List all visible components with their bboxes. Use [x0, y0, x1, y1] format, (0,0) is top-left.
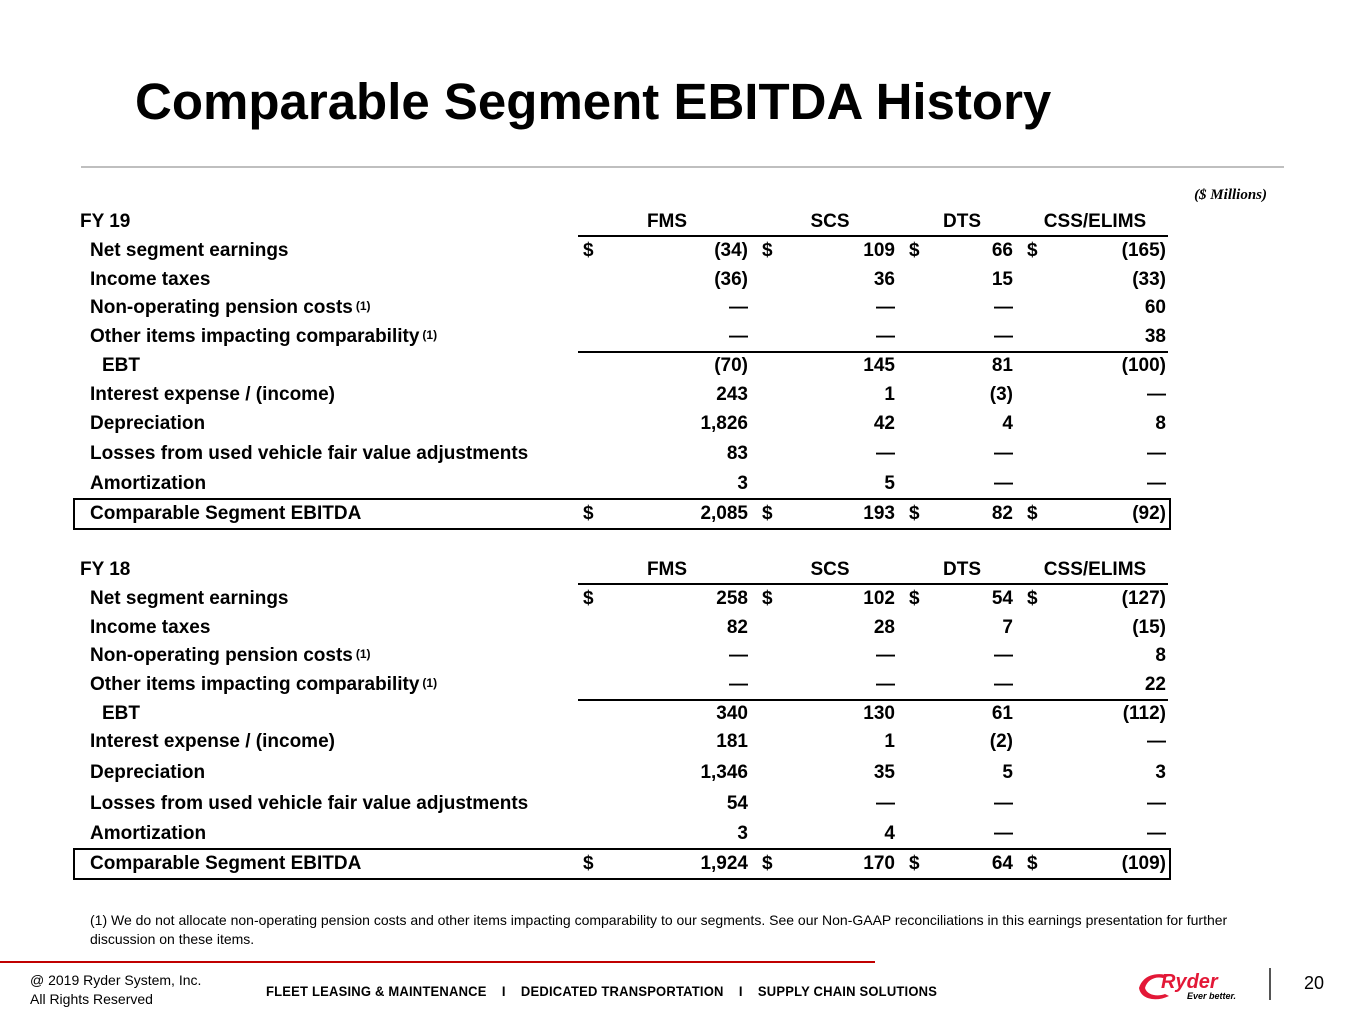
table-row: [0, 473, 1365, 499]
cell-scs: —: [876, 443, 895, 464]
cell-scs: 145: [863, 355, 895, 376]
cell-fms: 82: [726, 617, 748, 638]
copyright-line-1: @ 2019 Ryder System, Inc.: [30, 972, 202, 988]
dollar-sign: $: [909, 588, 920, 609]
subtotal-rule: [578, 699, 1168, 701]
table-row: [0, 617, 1365, 643]
footer-separator: [1269, 968, 1271, 1000]
logo-wordmark: Ryder: [1161, 971, 1218, 993]
cell-scs: 130: [863, 703, 895, 724]
row-label: [90, 473, 206, 495]
copyright-line-2: All Rights Reserved: [30, 991, 153, 1007]
row-label: [102, 703, 140, 725]
cell-fms: —: [729, 645, 748, 666]
footnote-ref: (1): [422, 328, 438, 342]
cell-css: —: [1147, 473, 1166, 494]
cell-dts: 66: [991, 240, 1013, 261]
cell-dts: 15: [991, 269, 1013, 290]
cell-dts: —: [994, 297, 1013, 318]
cell-dts: (3): [989, 384, 1013, 405]
row-label: [90, 240, 289, 262]
dollar-sign: $: [909, 240, 920, 261]
row-label: [90, 645, 371, 667]
row-label: [90, 588, 289, 610]
column-header-dts: DTS: [943, 211, 981, 232]
row-label: [90, 269, 210, 291]
cell-dts: —: [994, 823, 1013, 844]
total-row-box: [73, 848, 1171, 880]
table-row: [0, 674, 1365, 700]
cell-dts: (2): [989, 731, 1013, 752]
cell-css: 60: [1144, 297, 1166, 318]
row-label: [90, 823, 206, 845]
cell-css: (112): [1122, 703, 1166, 724]
cell-scs: 42: [873, 413, 895, 434]
footnote-ref: (1): [355, 299, 371, 313]
cell-css: —: [1147, 731, 1166, 752]
table-row: [0, 413, 1365, 439]
column-header-scs: SCS: [810, 559, 850, 580]
cell-css: (109): [1121, 853, 1166, 874]
cell-css: 8: [1155, 645, 1166, 666]
footnote-ref: (1): [355, 647, 371, 661]
column-header-css: CSS/ELIMS: [1043, 559, 1147, 580]
cell-fms: 2,085: [700, 503, 748, 524]
header-underline: [578, 583, 1168, 585]
cell-css: 8: [1155, 413, 1166, 434]
footnote-ref: (1): [422, 676, 438, 690]
cell-css: (15): [1132, 617, 1166, 638]
cell-dts: —: [994, 674, 1013, 695]
fiscal-year-label: FY 18: [80, 559, 131, 580]
logo-slogan: Ever better.: [1187, 991, 1237, 1001]
units-note: ($ Millions): [1194, 187, 1267, 203]
cell-dts: 81: [991, 355, 1013, 376]
table-row: [0, 731, 1365, 757]
cell-dts: —: [994, 443, 1013, 464]
cell-dts: 7: [1002, 617, 1013, 638]
table-row: [0, 443, 1365, 469]
row-label-text: Other items impacting comparability: [90, 326, 420, 347]
column-header-fms: FMS: [646, 559, 688, 580]
dollar-sign: $: [1027, 853, 1038, 874]
cell-fms: —: [729, 674, 748, 695]
row-label: [90, 443, 528, 465]
row-label: [90, 731, 335, 753]
cell-fms: 181: [716, 731, 748, 752]
dollar-sign: $: [762, 503, 773, 524]
cell-scs: —: [876, 326, 895, 347]
row-label-text: Depreciation: [90, 762, 206, 783]
header-underline: [578, 235, 1168, 237]
table-row: [0, 762, 1365, 788]
cell-fms: 3: [737, 823, 748, 844]
dollar-sign: $: [762, 240, 773, 261]
cell-dts: 82: [991, 503, 1013, 524]
tagline: FLEET LEASING & MAINTENANCE I DEDICATED TRANSPORTATION I SUPPLY CHAIN SOLUTIONS: [266, 983, 938, 1000]
cell-css: 22: [1144, 674, 1166, 695]
row-label-text: Amortization: [90, 473, 207, 494]
cell-fms: 1,826: [700, 413, 748, 434]
cell-dts: 5: [1002, 762, 1013, 783]
dollar-sign: $: [762, 588, 773, 609]
row-label: [90, 674, 437, 696]
footnote: (1) We do not allocate non-operating pension costs and other items impacting comparability to our segments. See our Non-GAAP reconciliations in this earnings presentation for further discussion on these items.: [90, 912, 1228, 947]
row-label-text: Comparable Segment EBITDA: [90, 503, 362, 524]
cell-fms: —: [729, 326, 748, 347]
cell-css: —: [1147, 793, 1166, 814]
cell-dts: 4: [1002, 413, 1013, 434]
row-label-text: Losses from used vehicle fair value adjustments: [90, 793, 529, 814]
table-row: [0, 297, 1365, 323]
table-row: [0, 645, 1365, 671]
row-label: [90, 617, 210, 639]
row-label-text: EBT: [102, 703, 140, 724]
row-label: [90, 413, 205, 435]
ryder-logo: [1135, 968, 1247, 1002]
column-header-fms: FMS: [646, 211, 688, 232]
table-row: [0, 703, 1365, 729]
cell-scs: 1: [884, 731, 895, 752]
table-row: [0, 793, 1365, 819]
dollar-sign: $: [909, 503, 920, 524]
cell-scs: 4: [884, 823, 895, 844]
dollar-sign: $: [909, 853, 920, 874]
table-row: [0, 588, 1365, 614]
dollar-sign: $: [583, 503, 594, 524]
cell-fms: 83: [726, 443, 748, 464]
table-row: [0, 823, 1365, 849]
column-header-scs: SCS: [810, 211, 850, 232]
row-label-text: Comparable Segment EBITDA: [90, 853, 362, 874]
row-label-text: Losses from used vehicle fair value adjustments: [90, 443, 529, 464]
cell-scs: 109: [863, 240, 895, 261]
row-label-text: EBT: [102, 355, 140, 376]
cell-scs: 170: [863, 853, 895, 874]
cell-scs: 35: [873, 762, 895, 783]
page-number: 20: [1303, 973, 1325, 993]
cell-scs: 1: [884, 384, 895, 405]
row-label: [90, 384, 335, 406]
cell-scs: —: [876, 297, 895, 318]
cell-css: —: [1147, 443, 1166, 464]
row-label-text: Depreciation: [90, 413, 206, 434]
cell-fms: 54: [726, 793, 748, 814]
page-title: Comparable Segment EBITDA History: [135, 73, 1052, 130]
dollar-sign: $: [762, 853, 773, 874]
cell-scs: 28: [873, 617, 895, 638]
column-header-dts: DTS: [943, 559, 981, 580]
footer-divider: [0, 961, 875, 963]
cell-scs: —: [876, 645, 895, 666]
dollar-sign: $: [1027, 240, 1038, 261]
dollar-sign: $: [583, 853, 594, 874]
row-label-text: Non-operating pension costs: [90, 297, 353, 318]
copyright: [30, 971, 201, 1009]
row-label: [90, 793, 528, 815]
cell-fms: 3: [737, 473, 748, 494]
cell-fms: —: [729, 297, 748, 318]
table-row: [0, 384, 1365, 410]
cell-css: (100): [1121, 355, 1166, 376]
dollar-sign: $: [1027, 588, 1038, 609]
cell-css: (127): [1121, 588, 1166, 609]
cell-scs: —: [876, 793, 895, 814]
row-label-text: Interest expense / (income): [90, 731, 335, 752]
row-label-text: Net segment earnings: [90, 240, 289, 261]
row-label: [102, 355, 140, 377]
row-label-text: Amortization: [90, 823, 207, 844]
dollar-sign: $: [583, 588, 594, 609]
cell-scs: 5: [884, 473, 895, 494]
row-label-text: Interest expense / (income): [90, 384, 335, 405]
table-row: [0, 355, 1365, 381]
row-label: [90, 762, 205, 784]
dollar-sign: $: [1027, 503, 1038, 524]
cell-fms: (36): [714, 269, 748, 290]
cell-fms: 258: [716, 588, 748, 609]
table-row: [0, 269, 1365, 295]
cell-css: 38: [1144, 326, 1166, 347]
cell-css: (165): [1121, 240, 1166, 261]
cell-dts: 64: [991, 853, 1013, 874]
table-row: [0, 240, 1365, 266]
column-header-css: CSS/ELIMS: [1043, 211, 1147, 232]
total-row-box: [73, 498, 1171, 530]
cell-css: —: [1147, 384, 1166, 405]
row-label-text: Income taxes: [90, 617, 211, 638]
cell-scs: 36: [873, 269, 895, 290]
cell-scs: 102: [863, 588, 895, 609]
fiscal-year-label: FY 19: [80, 211, 131, 232]
cell-dts: —: [994, 645, 1013, 666]
cell-css: (33): [1132, 269, 1166, 290]
cell-scs: 193: [863, 503, 895, 524]
row-label: [90, 297, 371, 319]
cell-css: 3: [1155, 762, 1166, 783]
row-label: [90, 326, 437, 348]
cell-fms: 243: [716, 384, 748, 405]
cell-css: (92): [1132, 503, 1166, 524]
row-label-text: Income taxes: [90, 269, 211, 290]
cell-dts: 54: [991, 588, 1013, 609]
cell-fms: 340: [716, 703, 748, 724]
table-row: [0, 326, 1365, 352]
row-label-text: Other items impacting comparability: [90, 674, 420, 695]
cell-dts: 61: [991, 703, 1013, 724]
dollar-sign: $: [583, 240, 594, 261]
subtotal-rule: [578, 351, 1168, 353]
title-divider: [81, 166, 1284, 168]
cell-fms: 1,924: [700, 853, 748, 874]
cell-fms: (34): [714, 240, 748, 261]
cell-dts: —: [994, 473, 1013, 494]
cell-dts: —: [994, 793, 1013, 814]
cell-scs: —: [876, 674, 895, 695]
cell-css: —: [1147, 823, 1166, 844]
row-label-text: Non-operating pension costs: [90, 645, 353, 666]
cell-dts: —: [994, 326, 1013, 347]
cell-fms: 1,346: [700, 762, 748, 783]
cell-fms: (70): [714, 355, 748, 376]
row-label-text: Net segment earnings: [90, 588, 289, 609]
